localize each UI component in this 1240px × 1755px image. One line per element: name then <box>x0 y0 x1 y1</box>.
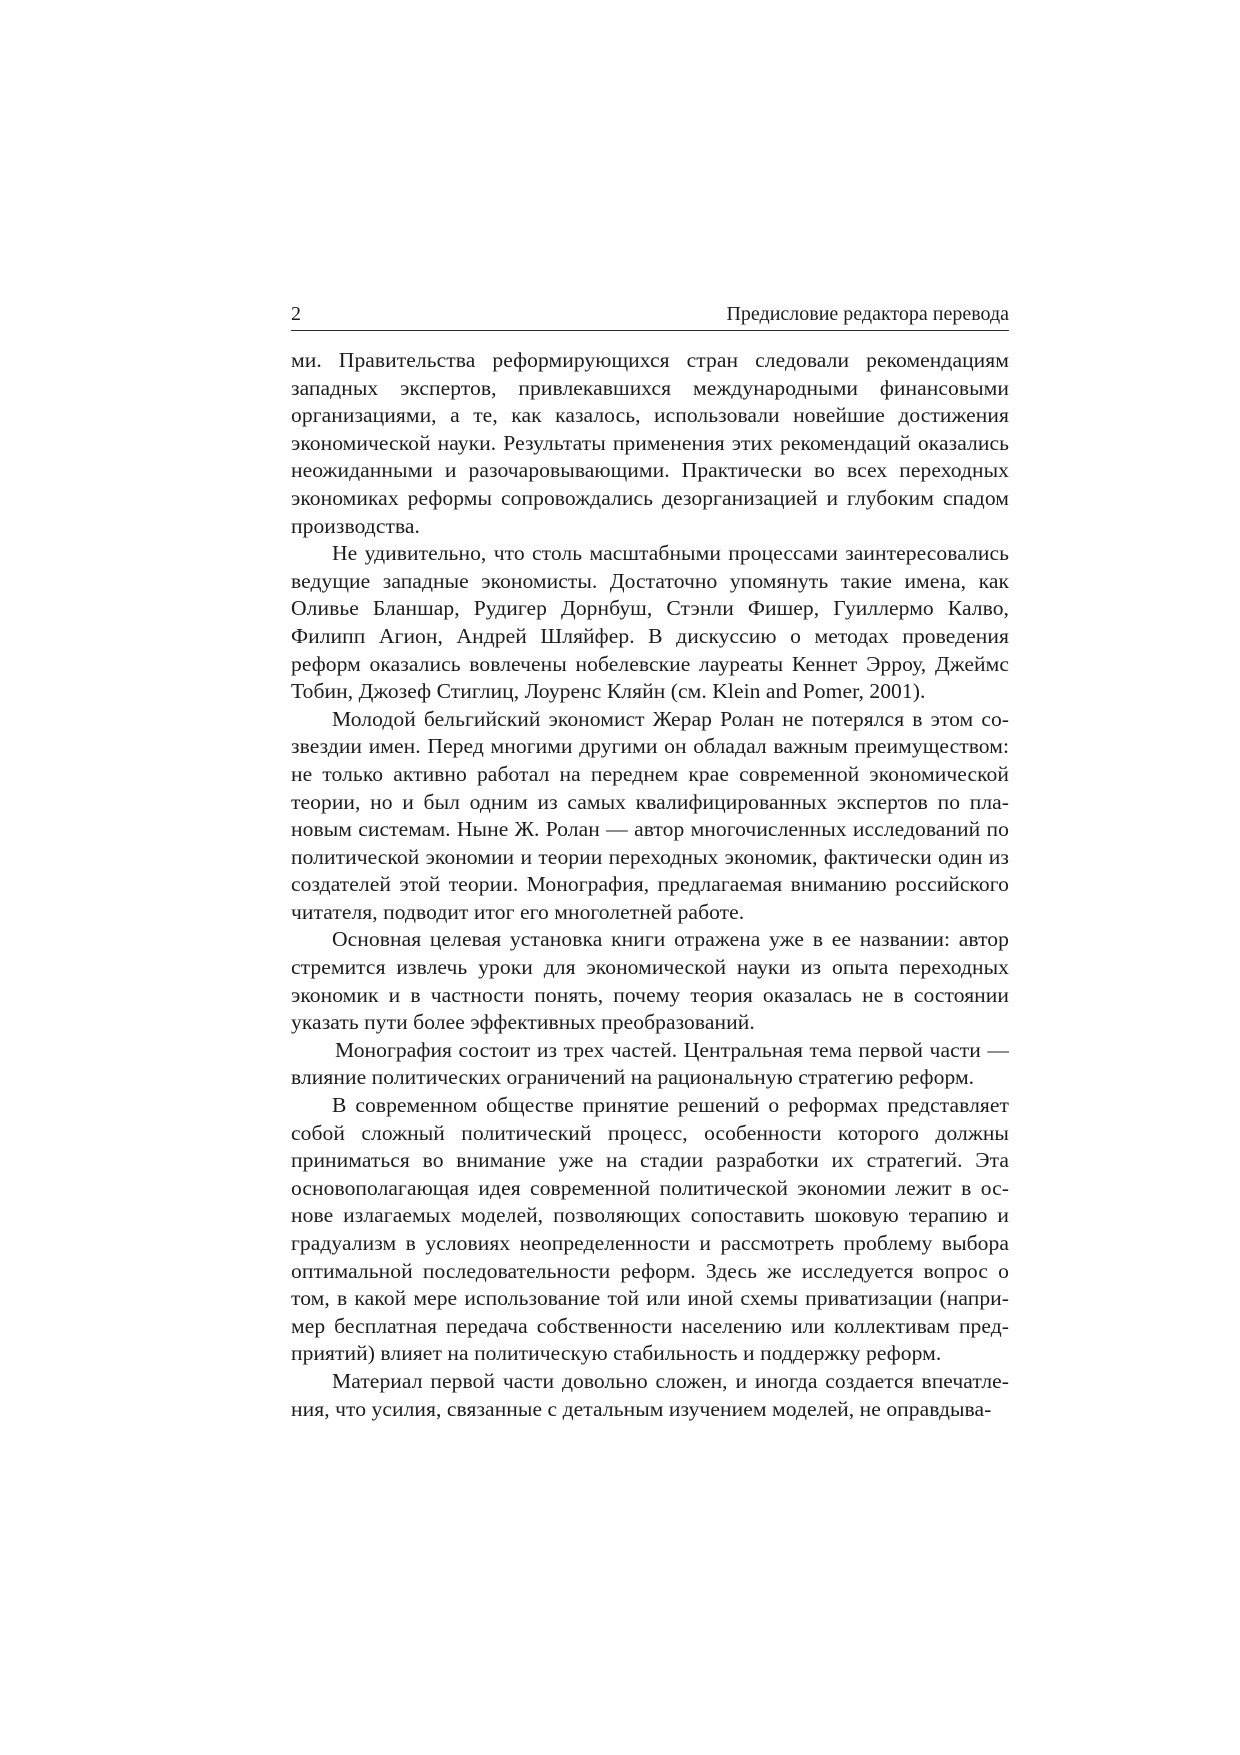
running-head <box>291 303 1009 331</box>
paragraph: Основная целевая установка книги отражена уже в ее названии: автор стремится извлечь уроки для экономической науки из опыта переходных экономик и в частности понять, почему теория оказалась не в состоянии указать пути более эффективных преобразований. <box>291 927 1009 1035</box>
paragraph: Молодой бельгийский экономист Жерар Ролан не потерялся в этом созвездии имен. Перед многими другими он обладал важным преимуществом: не только активно работал на переднем крае современной экономической теории, но и был одним из самых квалифицированных экспертов по плановым системам. Ныне Ж. Ролан — автор многочисленных исследований по политической экономии и теории переходных экономик, фактически один из создателей этой теории. Монография, предлагаемая вниманию российского читателя, подводит итог его многолетней работе. <box>291 706 1009 924</box>
page-number: 2 <box>291 303 301 325</box>
paragraph: Монография состоит из трех частей. Центральная тема первой части — влияние политических ограничений на рациональную стратегию реформ. <box>291 1037 1009 1090</box>
paragraph: Не удивительно, что столь масштабными процессами заинтересовались ведущие западные экономисты. Достаточно упомянуть такие имена, как Оливье Бланшар, Рудигер Дорнбуш, Стэнли Фишер, Гуиллермо Калво, Филипп Агион, Андрей Шляйфер. В дискуссию о методах проведения реформ оказались вовлечены нобелевские лауреаты Кеннет Эрроу, Джеймс Тобин, Джозеф Стиглиц, Лоуренс Кляйн (см. Klein and Pomer, 2001). <box>291 541 1009 704</box>
paragraph-continuation: ми. Правительства реформирующихся стран следовали рекомендациям западных экспертов, привлекавшихся международными финансовыми организациями, а те, как казалось, использовали новейшие достижения экономической науки. Результаты применения этих рекомендаций оказались неожиданными и разочаровывающими. Практически во всех переходных экономиках реформы сопровождались дезорганизацией и глубоким спадом производства. <box>291 348 1009 538</box>
body-text <box>291 347 1009 1423</box>
paragraph: Материал первой части довольно сложен, и иногда создается впечатления, что усилия, связанные с детальным изучением моделей, не оправдыва- <box>291 1368 1009 1421</box>
paragraph: В современном обществе принятие решений о реформах представляет собой сложный политический процесс, особенности которого должны приниматься во внимание уже на стадии разработки их стратегий. Эта основополагающая идея современной политической экономии лежит в основе излагаемых моделей, позволяющих сопоставить шоковую терапию и градуализм в условиях неопределенности и рассмотреть проблему выбора оптимальной последовательности реформ. Здесь же исследуется вопрос о том, в какой мере использование той или иной схемы приватизации (например бесплатная передача собственности населению или коллективам предприятий) влияет на политическую стабильность и поддержку реформ. <box>291 1093 1009 1366</box>
running-title: Предисловие редактора перевода <box>726 303 1009 325</box>
book-page <box>291 303 1009 1423</box>
